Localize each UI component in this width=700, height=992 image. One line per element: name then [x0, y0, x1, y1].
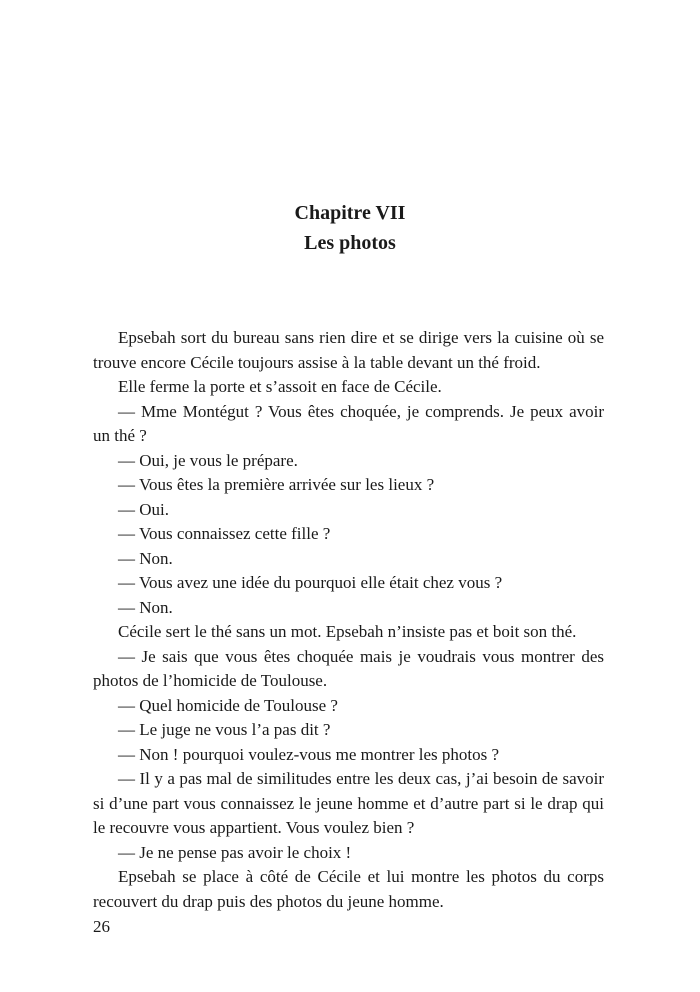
paragraph: — Le juge ne vous l’a pas dit ?: [118, 720, 331, 739]
paragraph: — Vous êtes la première arrivée sur les lieux ?: [118, 475, 435, 494]
paragraph: — Oui.: [118, 499, 169, 519]
page-number: 26: [93, 917, 110, 936]
paragraph: — Je sais que vous êtes choquée mais je voudrais vous montrer des photos de l’homicide de Toulouse.: [93, 646, 604, 690]
paragraph: Epsebah se place à côté de Cécile et lui montre les photos du corps recouvert du drap puis des photos du jeune homme.: [93, 867, 604, 911]
paragraph: — Vous avez une idée du pourquoi elle était chez vous ?: [118, 573, 503, 592]
paragraph: — Non.: [118, 548, 173, 568]
chapter-number: Chapitre VII: [294, 202, 406, 224]
paragraph: — Je ne pense pas avoir le choix !: [118, 842, 352, 862]
paragraph: — Vous connaissez cette fille ?: [118, 524, 331, 543]
chapter-title: Les photos: [304, 232, 396, 254]
chapter-header: [0, 198, 700, 258]
paragraph: Epsebah sort du bureau sans rien dire et se dirige vers la cuisine où se trouve encore Cécile toujours assise à la table devant un thé froid.: [93, 328, 604, 372]
paragraph: — Quel homicide de Toulouse ?: [118, 695, 338, 715]
paragraph: — Non.: [118, 597, 173, 617]
chapter-body: [93, 326, 604, 914]
paragraph: — Oui, je vous le prépare.: [118, 450, 298, 470]
paragraph: Cécile sert le thé sans un mot. Epsebah n’insiste pas et boit son thé.: [118, 622, 577, 641]
paragraph: — Non ! pourquoi voulez-vous me montrer les photos ?: [118, 744, 500, 764]
paragraph: — Mme Montégut ? Vous êtes choquée, je comprends. Je peux avoir un thé ?: [93, 401, 604, 445]
paragraph: Elle ferme la porte et s’assoit en face de Cécile.: [118, 377, 442, 396]
paragraph: — Il y a pas mal de similitudes entre les deux cas, j’ai besoin de savoir si d’une part vous connaissez le jeune homme et d’autre part si le drap qui le recouvre vous appartient. Vous voulez bien ?: [93, 769, 604, 837]
